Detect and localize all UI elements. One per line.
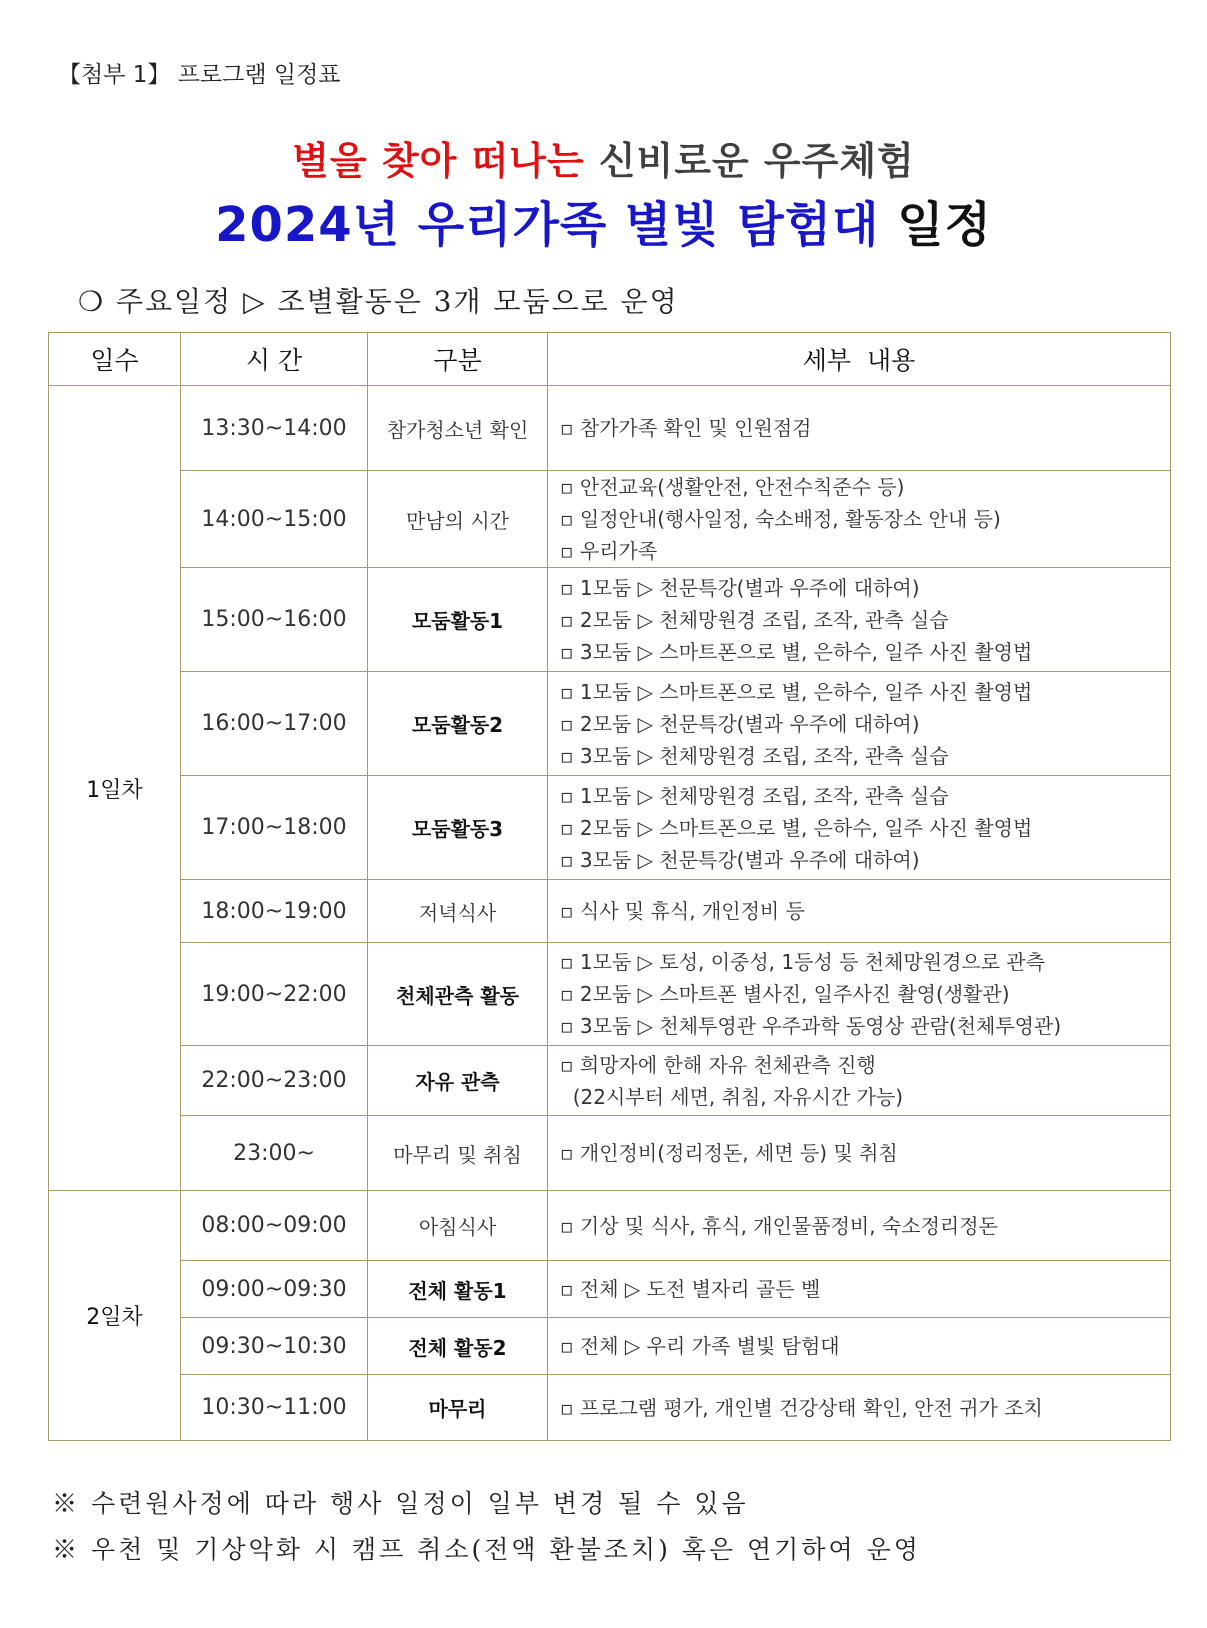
detail-line: ▫ 2모둠 ▷ 천체망원경 조립, 조작, 관측 실습 [560,607,949,632]
table-header-row [49,333,1171,386]
detail-cell [548,776,1171,880]
detail-line: ▫ 기상 및 식사, 휴식, 개인물품정비, 숙소정리정돈 [560,1213,998,1238]
category-cell: 자유 관측 [368,1046,548,1116]
time-cell: 14:00~15:00 [181,471,368,568]
title-main-blue: 2024년 우리가족 별빛 탐험대 [215,197,880,253]
detail-cell [548,386,1171,471]
detail-line: ▫ 우리가족 [560,539,658,563]
header-day: 일수 [49,333,181,386]
note-weather-cancel: ※ 우천 및 기상악화 시 캠프 취소(전액 환불조치) 혹은 연기하여 운영 [52,1535,921,1564]
detail-line: ▫ 2모둠 ▷ 스마트폰 별사진, 일주사진 촬영(생활관) [560,982,1010,1006]
detail-line: ▫ 1모둠 ▷ 천문특강(별과 우주에 대하여) [560,575,920,600]
detail-cell [548,471,1171,568]
detail-line: ▫ 전체 ▷ 도전 별자리 골든 벨 [560,1277,821,1301]
time-cell: 09:30~10:30 [181,1318,368,1375]
detail-cell [548,1116,1171,1191]
note-schedule-change: ※ 수련원사정에 따라 행사 일정이 일부 변경 될 수 있음 [52,1489,749,1518]
table-row [49,1375,1171,1441]
detail-line: ▫ 참가가족 확인 및 인원점검 [560,416,812,440]
category-cell: 참가청소년 확인 [368,386,548,471]
category-cell: 아침식사 [368,1191,548,1261]
time-cell: 10:30~11:00 [181,1375,368,1441]
table-row [49,776,1171,880]
detail-line: ▫ 1모둠 ▷ 토성, 이중성, 1등성 등 천체망원경으로 관측 [560,950,1046,974]
detail-line: ▫ 1모둠 ▷ 천체망원경 조립, 조작, 관측 실습 [560,783,949,808]
time-cell: 08:00~09:00 [181,1191,368,1261]
category-cell: 마무리 및 취침 [368,1116,548,1191]
time-cell: 09:00~09:30 [181,1261,368,1318]
detail-cell [548,880,1171,943]
detail-line: ▫ 식사 및 휴식, 개인정비 등 [560,899,805,923]
time-cell: 18:00~19:00 [181,880,368,943]
detail-line: ▫ 프로그램 평가, 개인별 건강상태 확인, 안전 귀가 조치 [560,1395,1043,1420]
category-cell: 모둠활동3 [368,776,548,880]
table-row [49,386,1171,471]
table-row [49,568,1171,672]
detail-line: ▫ 일정안내(행사일정, 숙소배정, 활동장소 안내 등) [560,507,1001,531]
table-row [49,471,1171,568]
time-cell: 19:00~22:00 [181,943,368,1046]
table-row [49,943,1171,1046]
category-cell: 저녁식사 [368,880,548,943]
detail-line: ▫ 3모둠 ▷ 스마트폰으로 별, 은하수, 일주 사진 촬영법 [560,639,1033,664]
schedule-table [48,332,1171,1441]
detail-line: ▫ 전체 ▷ 우리 가족 별빛 탐험대 [560,1334,840,1358]
table-row [49,1116,1171,1191]
attachment-label: 【첨부 1】 프로그램 일정표 [58,62,341,88]
category-cell: 전체 활동2 [368,1318,548,1375]
detail-line: ▫ 3모둠 ▷ 천체망원경 조립, 조작, 관측 실습 [560,743,949,768]
table-row [49,672,1171,776]
detail-cell [548,1375,1171,1441]
day-cell-2: 2일차 [49,1191,181,1441]
time-cell: 17:00~18:00 [181,776,368,880]
category-cell: 모둠활동2 [368,672,548,776]
title-highlight-red: 별을 찾아 떠나는 [292,139,585,183]
detail-cell [548,1261,1171,1318]
category-cell: 만남의 시간 [368,471,548,568]
table-row [49,880,1171,943]
category-cell: 모둠활동1 [368,568,548,672]
header-detail: 세부 내용 [548,333,1171,386]
detail-cell [548,1046,1171,1116]
time-cell: 15:00~16:00 [181,568,368,672]
summary-line: ❍ 주요일정 ▷ 조별활동은 3개 모둠으로 운영 [78,285,679,318]
title-subtitle-gray: 신비로운 우주체험 [584,139,915,183]
time-cell: 13:30~14:00 [181,386,368,471]
title-main-black: 일정 [879,197,992,253]
time-cell: 23:00~ [181,1116,368,1191]
table-row [49,1261,1171,1318]
category-cell: 전체 활동1 [368,1261,548,1318]
header-category: 구분 [368,333,548,386]
time-cell: 22:00~23:00 [181,1046,368,1116]
table-row [49,1191,1171,1261]
title-line-2 [0,186,1207,255]
day-cell-1: 1일차 [49,386,181,1191]
detail-line: ▫ 희망자에 한해 자유 천체관측 진행 [560,1052,876,1077]
table-row [49,1046,1171,1116]
detail-line: ▫ 2모둠 ▷ 스마트폰으로 별, 은하수, 일주 사진 촬영법 [560,815,1033,840]
category-cell: 마무리 [368,1375,548,1441]
detail-line: ▫ 1모둠 ▷ 스마트폰으로 별, 은하수, 일주 사진 촬영법 [560,679,1033,704]
category-cell: 천체관측 활동 [368,943,548,1046]
time-cell: 16:00~17:00 [181,672,368,776]
detail-line: ▫ 3모둠 ▷ 천체투영관 우주과학 동영상 관람(천체투영관) [560,1014,1062,1038]
detail-line: ▫ 안전교육(생활안전, 안전수칙준수 등) [560,475,905,499]
header-time: 시 간 [181,333,368,386]
detail-cell [548,943,1171,1046]
detail-line: ▫ 2모둠 ▷ 천문특강(별과 우주에 대하여) [560,711,920,736]
detail-cell [548,1318,1171,1375]
title-line-1 [0,130,1207,185]
detail-cell [548,1191,1171,1261]
detail-line: ▫ 개인정비(정리정돈, 세면 등) 및 취침 [560,1141,898,1165]
table-row [49,1318,1171,1375]
detail-line: (22시부터 세면, 취침, 자유시간 가능) [560,1084,904,1109]
detail-cell [548,568,1171,672]
detail-line: ▫ 3모둠 ▷ 천문특강(별과 우주에 대하여) [560,847,920,872]
detail-cell [548,672,1171,776]
